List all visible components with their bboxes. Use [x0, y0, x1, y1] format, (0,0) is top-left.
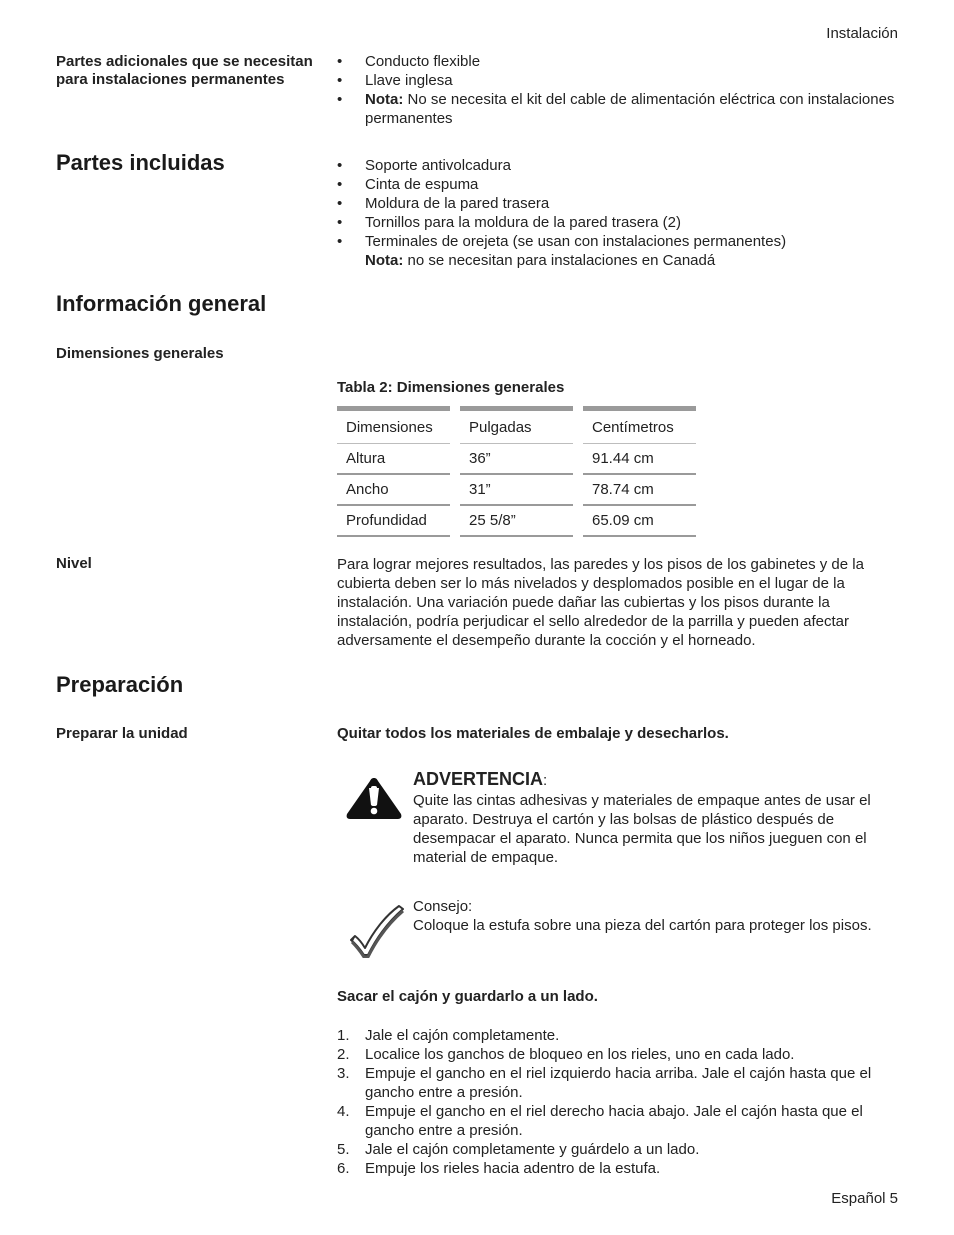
page-number: Español 5: [831, 1190, 898, 1207]
note-text: No se necesita el kit del cable de alimentación eléctrica con instalaciones permanentes: [365, 91, 895, 127]
step-text: Empuje los rieles hacia adentro de la estufa.: [365, 1160, 661, 1177]
included-parts-heading: Partes incluidas: [56, 150, 225, 175]
level-heading: Nivel: [56, 555, 92, 572]
step-text: Jale el cajón completamente.: [365, 1027, 560, 1044]
list-item: [337, 1140, 897, 1159]
step-remove-packaging: Quitar todos los materiales de embalaje y desecharlos.: [337, 725, 729, 742]
tip-title: Consejo:: [413, 898, 473, 915]
list-item: [337, 1102, 897, 1140]
warning-text: Quite las cintas adhesivas y materiales de empaque antes de usar el aparato. Destruya el cartón y las bolsas de plástico después de desempacar el aparato. Nunca permita que los niños jueguen con el material de empaque.: [413, 792, 871, 866]
tip-text: Coloque la estufa sobre una pieza del cartón para proteger los pisos.: [413, 917, 872, 934]
step-text: Localice los ganchos de bloqueo en los rieles, uno en cada lado.: [365, 1046, 795, 1063]
list-item-text: Terminales de orejeta (se usan con instalaciones permanentes): [365, 233, 787, 250]
additional-parts-heading: Partes adicionales que se necesitan para instalaciones permanentes: [56, 53, 313, 88]
list-item: • Llave inglesa: [337, 71, 897, 90]
column-header: Dimensiones: [337, 406, 450, 444]
step-number: 5.: [337, 1141, 350, 1158]
column-header: Pulgadas: [460, 406, 573, 444]
included-parts-list: [337, 156, 897, 270]
step-number: 1.: [337, 1027, 350, 1044]
list-item: • Tornillos para la moldura de la pared trasera (2): [337, 213, 897, 232]
table-cell: 31”: [460, 475, 573, 506]
table-row: [337, 506, 696, 537]
running-header: Instalación: [826, 25, 898, 42]
table-cell: Ancho: [337, 475, 450, 506]
list-item: • Soporte antivolcadura: [337, 156, 897, 175]
step-number: 2.: [337, 1046, 350, 1063]
table-row: [337, 475, 696, 506]
warning-title: [413, 768, 547, 790]
table-row: [337, 444, 696, 475]
warning-label: ADVERTENCIA: [413, 769, 544, 789]
dimensions-subheading: Dimensiones generales: [56, 345, 224, 362]
step-number: 3.: [337, 1065, 350, 1082]
general-info-heading: Información general: [56, 291, 267, 316]
list-item: • Moldura de la pared trasera: [337, 194, 897, 213]
table-cell: 91.44 cm: [583, 444, 696, 475]
level-paragraph: Para lograr mejores resultados, las paredes y los pisos de los gabinetes y de la cubierta deben ser lo más nivelados y desplomados posible en el lugar de la instalación. Una variación puede dañar las cubiertas y los pisos durante la instalación, podría perjudicar el sello alrededor de la parrilla y pueden afectar adversamente el desempeño durante la cocción y el horneado.: [337, 556, 864, 649]
step-number: 6.: [337, 1160, 350, 1177]
table-caption: Tabla 2: Dimensiones generales: [337, 379, 565, 396]
warning-colon: :: [543, 772, 548, 789]
table-cell: Profundidad: [337, 506, 450, 537]
drawer-steps-list: [337, 1026, 897, 1178]
note-label: Nota:: [365, 91, 404, 108]
table-cell: 78.74 cm: [583, 475, 696, 506]
step-number: 4.: [337, 1103, 350, 1120]
list-item: [337, 1045, 897, 1064]
dimensions-table: [327, 406, 706, 537]
list-item: [337, 1159, 897, 1178]
prepare-unit-subheading: Preparar la unidad: [56, 725, 188, 742]
step-text: Jale el cajón completamente y guárdelo a un lado.: [365, 1141, 700, 1158]
additional-parts-list: [337, 52, 897, 128]
step-text: Empuje el gancho en el riel derecho hacia abajo. Jale el cajón hasta que el gancho entre a presión.: [365, 1103, 863, 1139]
list-item: [337, 90, 897, 128]
column-header: Centímetros: [583, 406, 696, 444]
note-text: no se necesitan para instalaciones en Canadá: [403, 252, 716, 269]
table-cell: Altura: [337, 444, 450, 475]
warning-triangle-icon: [344, 776, 404, 825]
list-item: • Conducto flexible: [337, 52, 897, 71]
checkmark-icon: [347, 904, 407, 963]
list-item: • Cinta de espuma: [337, 175, 897, 194]
preparation-heading: Preparación: [56, 672, 184, 697]
list-item: [337, 232, 897, 270]
note-label: Nota:: [365, 252, 404, 269]
step-text: Empuje el gancho en el riel izquierdo hacia arriba. Jale el cajón hasta que el gancho entre a presión.: [365, 1065, 872, 1101]
dimensions-table-wrapper: [337, 406, 706, 537]
table-cell: 36”: [460, 444, 573, 475]
list-item: [337, 1064, 897, 1102]
step-remove-drawer: Sacar el cajón y guardarlo a un lado.: [337, 988, 598, 1005]
table-cell: 65.09 cm: [583, 506, 696, 537]
table-cell: 25 5/8”: [460, 506, 573, 537]
table-header-row: [337, 406, 696, 444]
list-item: [337, 1026, 897, 1045]
